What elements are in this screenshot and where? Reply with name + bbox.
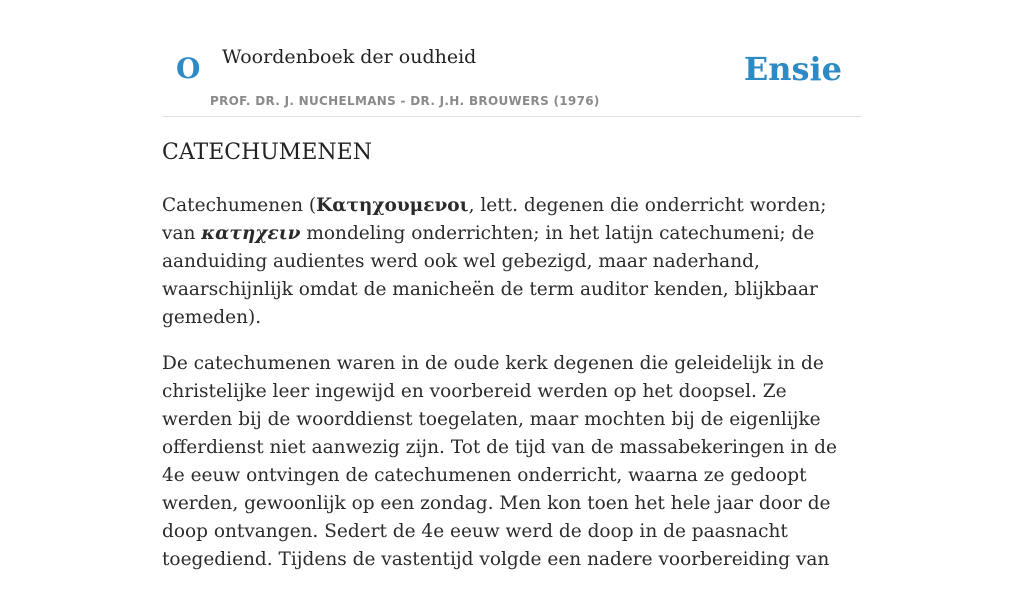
book-authors: PROF. DR. J. NUCHELMANS - DR. J.H. BROUWERS (1976) bbox=[210, 94, 600, 108]
book-title[interactable]: Woordenboek der oudheid bbox=[222, 46, 477, 68]
index-letter[interactable]: O bbox=[176, 52, 201, 85]
entry-paragraph-2: De catechumenen waren in de oude kerk degenen die geleidelijk in de christelijke leer ingewijd en voorbereid werden op het doopsel. Ze werden bij de woorddienst toegelaten, maar mochten bij de eigenlijke offerdienst niet aanwezig zijn. Tot de tijd van de massabekeringen in de 4e eeuw ontvingen de catechumenen onderricht, waarna ze gedoopt werden, gewoonlijk op een zondag. Men kon toen het hele jaar door de doop ontvangen. Sedert de 4e eeuw werd de doop in de paasnacht toegediend. Tijdens de vastentijd volgde een nadere voorbereiding van bbox=[162, 353, 837, 570]
entry-paragraph-1 bbox=[162, 192, 862, 332]
greek-verb: κατηχειν bbox=[201, 223, 301, 244]
site-header bbox=[162, 38, 862, 117]
paragraph-text: , lett. degenen die onderricht worden; van bbox=[162, 195, 827, 244]
paragraph-text: mondeling onderrichten; in het latijn catechumeni; de aanduiding audientes werd ook wel gebezigd, maar naderhand, waarschijnlijk omdat de manicheën de term auditor kenden, blijkbaar gemeden). bbox=[162, 223, 818, 328]
entry-body bbox=[162, 192, 862, 592]
brand-logo[interactable]: Ensie bbox=[743, 50, 842, 88]
greek-term: Κατηχουμενοι bbox=[316, 195, 469, 216]
entry-title: CATECHUMENEN bbox=[162, 140, 372, 165]
paragraph-text: Catechumenen ( bbox=[162, 195, 317, 216]
